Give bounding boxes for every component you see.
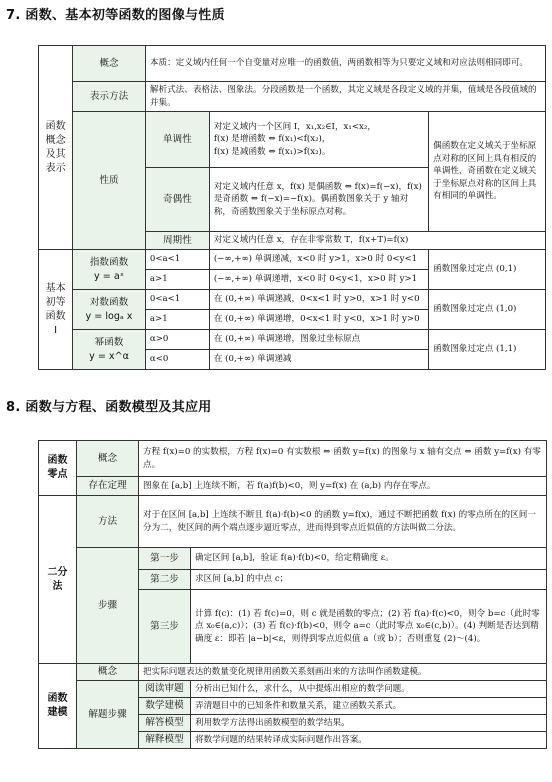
steps-label: 步骤 (77, 548, 139, 664)
zero-concept-text: 方程 f(x)=0 的实数根，方程 f(x)=0 有实数根 ⇔ 函数 y=f(x) 的图象与 x 轴有交点 ⇔ 函数 y=f(x) 有零点。 (139, 441, 547, 477)
exp-text-1: (−∞,+∞) 单调递减，x<0 时 y>1，x>0 时 0<y<1 (209, 250, 428, 270)
monotonicity-text: 对定义域内一个区间 I，x₁,x₂∈I，x₁<x₂， f(x) 是增函数 ⇔ f(x₁)<f(x₂)， f(x) 是减函数 ⇔ f(x₁)>f(x₂)。 (209, 112, 428, 168)
exp-cond-1: 0<a<1 (145, 250, 209, 270)
periodicity-text: 对定义域内任意 x，存在非零常数 T，f(x+T)=f(x) (209, 232, 545, 250)
solve-row-label: 数学建模 (139, 698, 191, 715)
log-cond-1: 0<a<1 (145, 290, 209, 310)
solve-row-label: 解释模型 (139, 732, 191, 749)
group-zero-point: 函数 零点 (39, 441, 77, 496)
concept-text: 本质：定义域内任何一个自变量对应唯一的函数值，两函数相等为只要定义域和对应法则相同即可。 (145, 46, 545, 82)
group-modeling: 函数 建模 (39, 664, 77, 749)
periodicity-label: 周期性 (145, 232, 209, 250)
step3-text: 计算 f(c)：(1) 若 f(c)=0，则 c 就是函数的零点；(2) 若 f(a)·f(c)<0，则令 b=c（此时零点 x₀∈(a,c)）；(3) 若 f(c)·f(b)<0，则令 a=c（此时零点 x₀∈(c,b)）。(4) 判断是否达到精确度 ε：即若 |a−b|<ε，则得到零点近似值 a（或 b）；否则重复 (2)～(4)。 (191, 590, 547, 664)
monotonicity-note: 偶函数在定义域关于坐标原点对称的区间上具有相反的单调性，奇函数在定义域关于坐标原点对称的区间上具有相同的单调性。 (429, 112, 546, 232)
group-bisection: 二分 法 (39, 496, 77, 664)
step2-label: 第二步 (139, 570, 191, 590)
step1-text: 确定区间 [a,b]，验证 f(a)·f(b)<0，给定精确度 ε。 (191, 548, 547, 570)
method-label: 方法 (77, 496, 139, 548)
exp-note: 函数图象过定点 (0,1) (429, 250, 546, 290)
section7-title: 7. 函数、基本初等函数的图像与性质 (6, 8, 225, 23)
monotonicity-label: 单调性 (145, 112, 209, 168)
log-text-2: 在 (0,+∞) 单调递增，0<x<1 时 y<0，x>1 时 y>0 (209, 310, 428, 330)
log-note: 函数图象过定点 (1,0) (429, 290, 546, 330)
power-note: 函数图象过定点 (1,1) (429, 330, 546, 370)
exp-function-label: 指数函数 y = aˣ (73, 250, 146, 290)
step3-label: 第三步 (139, 590, 191, 664)
parity-label: 奇偶性 (145, 168, 209, 232)
solve-row-text: 分析出已知什么，求什么，从中提炼出相应的数学问题。 (191, 681, 547, 698)
power-text-1: 在 (0,+∞) 单调递增，图象过坐标原点 (209, 330, 428, 350)
group-function-concept: 函数 概念 及其 表示 (39, 46, 73, 250)
representation-label: 表示方法 (73, 82, 146, 112)
log-cond-2: a>1 (145, 310, 209, 330)
solve-row-label: 解答模型 (139, 715, 191, 732)
solve-row-text: 弄清题目中的已知条件和数量关系，建立函数关系式。 (191, 698, 547, 715)
power-cond-2: α<0 (145, 350, 209, 370)
representation-text: 解析式法、表格法、图象法。分段函数是一个函数，其定义域是各段定义域的并集，值域是各段值域的并集。 (145, 82, 545, 112)
section7-table (38, 45, 546, 370)
power-cond-1: α>0 (145, 330, 209, 350)
parity-text: 对定义域内任意 x，f(x) 是偶函数 ⇔ f(x)=f(−x)，f(x) 是奇函数 ⇔ f(−x)=−f(x)。偶函数图象关于 y 轴对称，奇函数图象关于坐标原点对称。 (209, 168, 428, 232)
solve-steps-label: 解题步骤 (77, 681, 139, 749)
zero-existence-label: 存在定理 (77, 477, 139, 496)
concept-label: 概念 (73, 46, 146, 82)
power-function-label: 幂函数 y = x^α (73, 330, 146, 370)
solve-row-text: 利用数学方法得出函数模型的数学结果。 (191, 715, 547, 732)
log-text-1: 在 (0,+∞) 单调递减，0<x<1 时 y>0，x>1 时 y<0 (209, 290, 428, 310)
properties-label: 性质 (73, 112, 146, 250)
step1-label: 第一步 (139, 548, 191, 570)
model-concept-text: 把实际问题表达的数量变化规律用函数关系刻画出来的方法叫作函数建模。 (139, 664, 547, 681)
exp-text-2: (−∞,+∞) 单调递增，x<0 时 0<y<1，x>0 时 y>1 (209, 270, 428, 290)
zero-concept-label: 概念 (77, 441, 139, 477)
model-concept-label: 概念 (77, 664, 139, 681)
log-function-label: 对数函数 y = logₐ x (73, 290, 146, 330)
solve-row-text: 将数学问题的结果转译成实际问题作出答案。 (191, 732, 547, 749)
solve-row-label: 阅读审题 (139, 681, 191, 698)
method-text: 对于在区间 [a,b] 上连续不断且 f(a)·f(b)<0 的函数 y=f(x)，通过不断把函数 f(x) 的零点所在的区间一分为二，使区间的两个端点逐步逼近零点，进而得到零点近似值的方法叫做二分法。 (139, 496, 547, 548)
zero-existence-text: 图象在 [a,b] 上连续不断，若 f(a)f(b)<0，则 y=f(x) 在 (a,b) 内存在零点。 (139, 477, 547, 496)
power-text-2: 在 (0,+∞) 单调递减 (209, 350, 428, 370)
group-basic-functions: 基本 初等 函数 Ⅰ (39, 250, 73, 370)
section8-title: 8. 函数与方程、函数模型及其应用 (6, 400, 212, 415)
step2-text: 求区间 [a,b] 的中点 c； (191, 570, 547, 590)
exp-cond-2: a>1 (145, 270, 209, 290)
section8-table (38, 440, 547, 749)
